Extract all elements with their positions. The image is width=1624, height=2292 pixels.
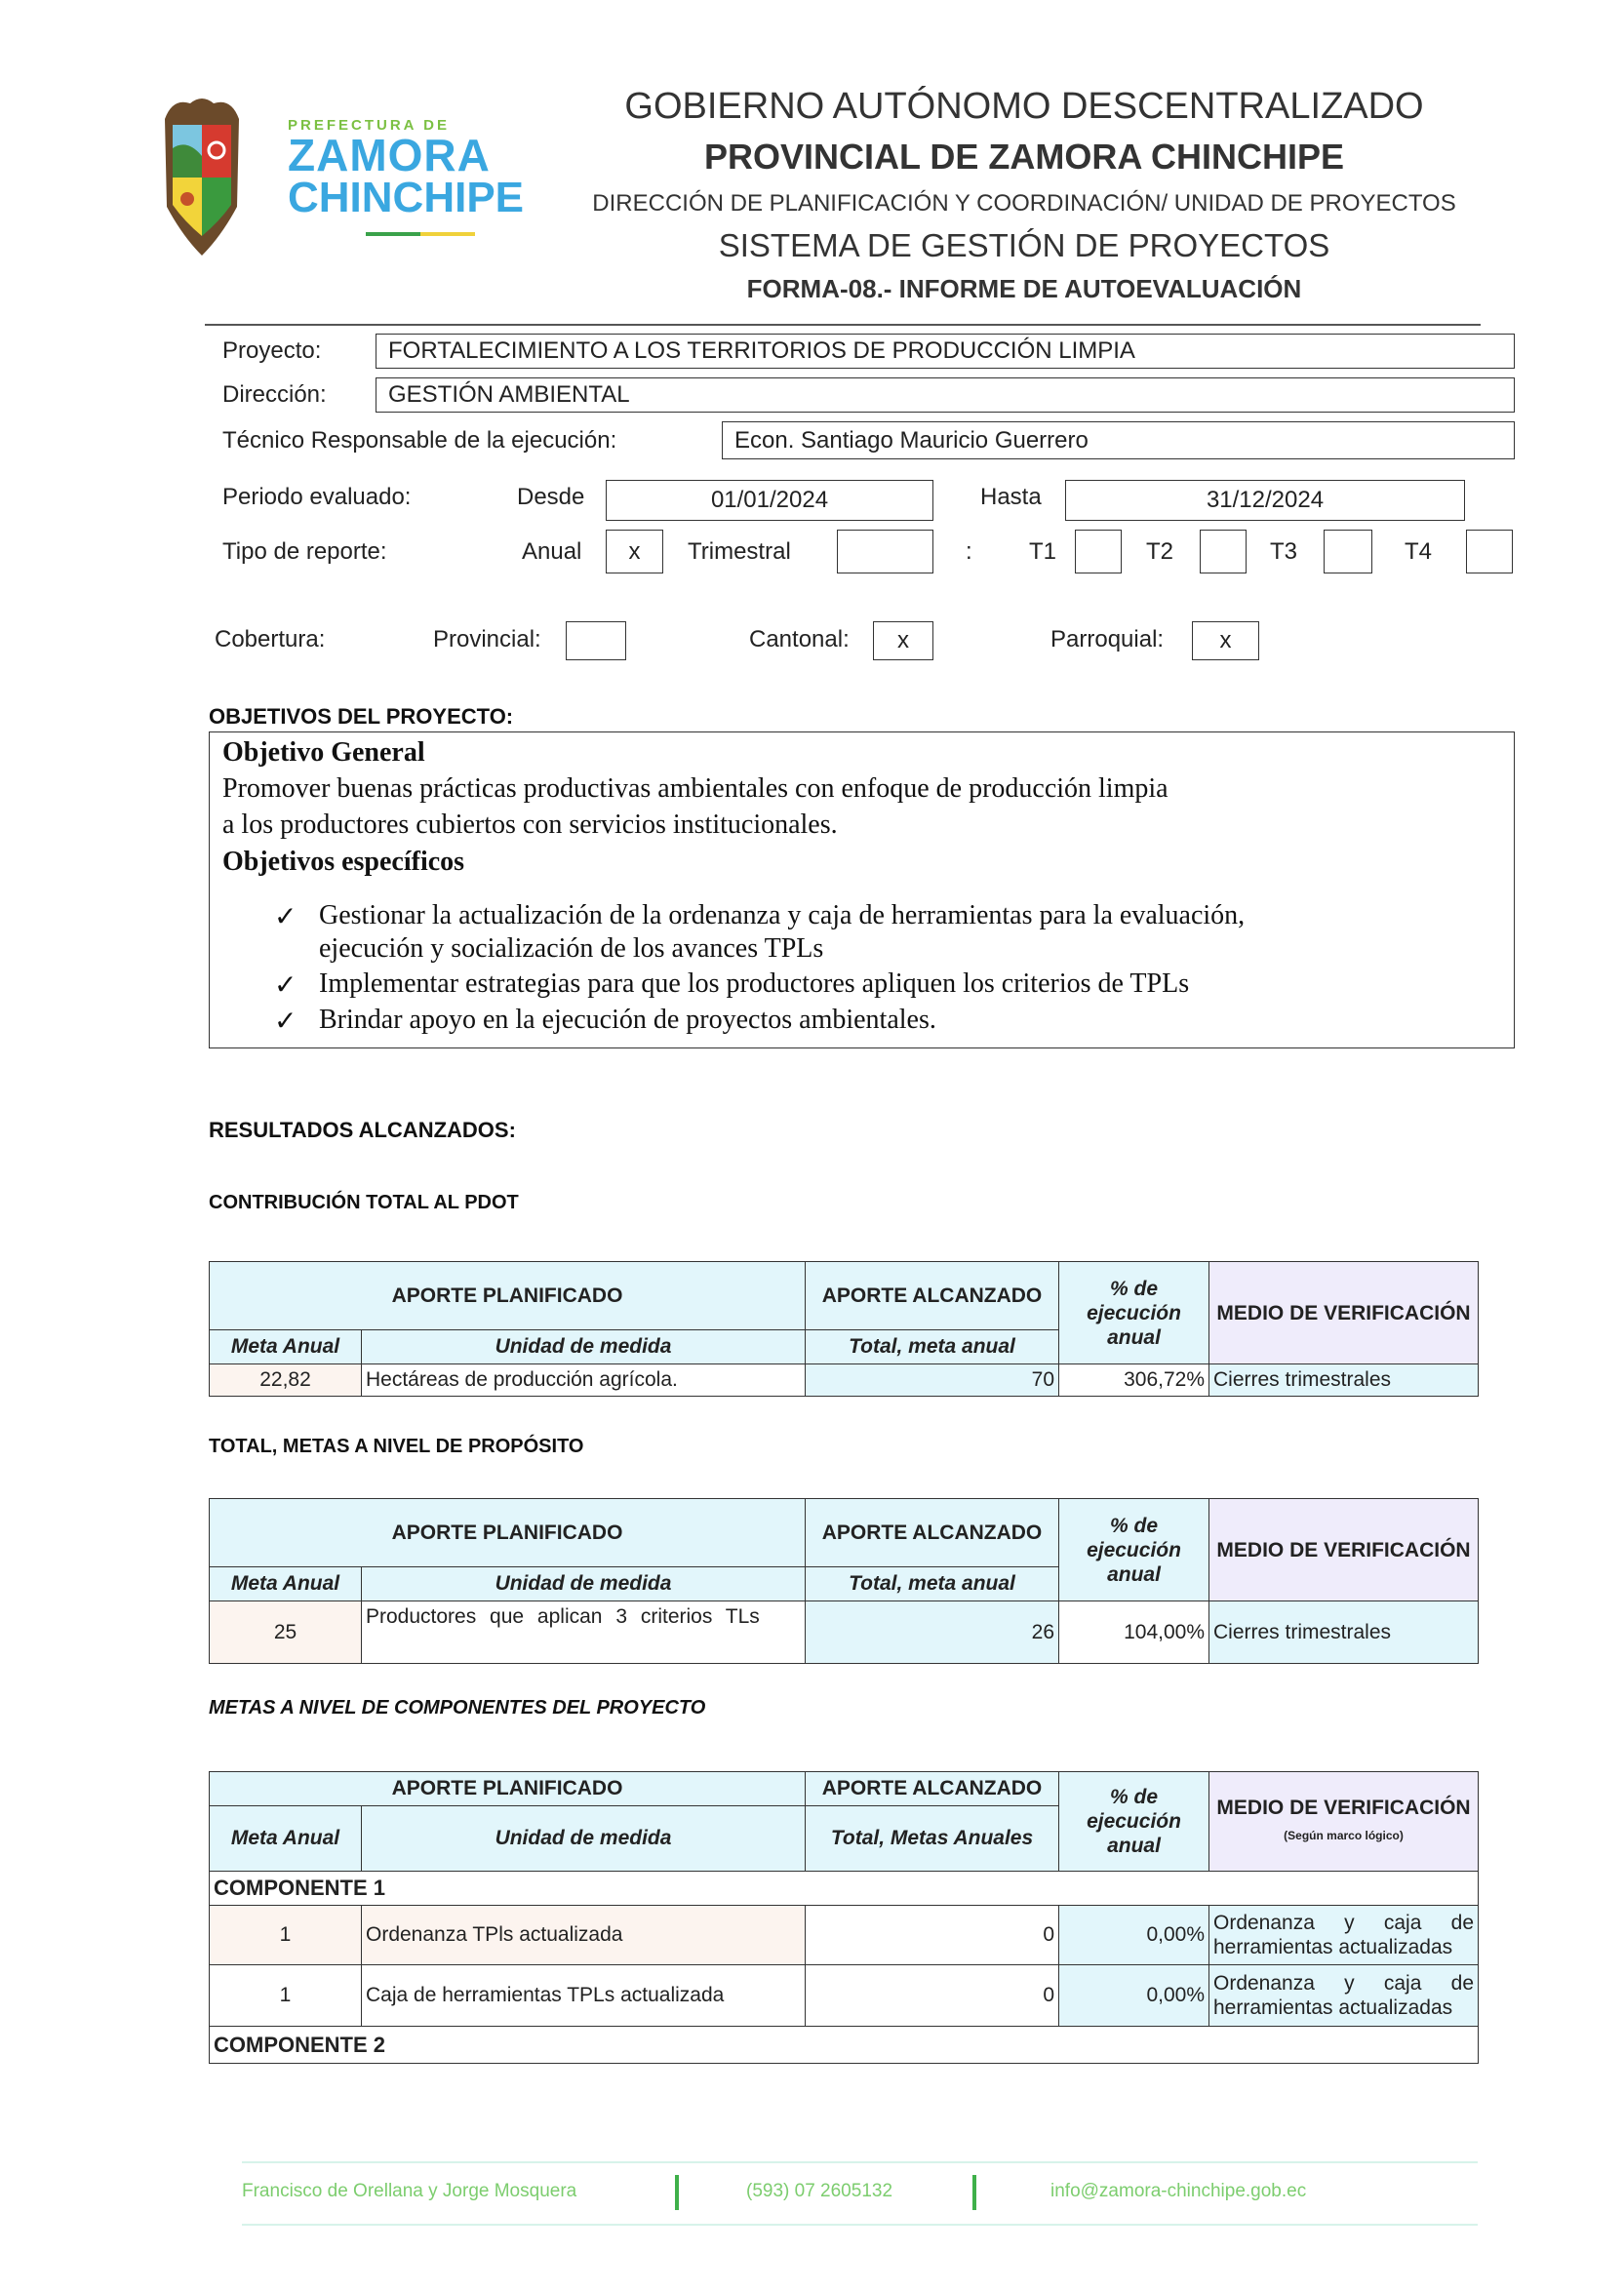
total-metas-header: Total, Metas Anuales xyxy=(806,1806,1059,1872)
proposito-heading: TOTAL, METAS A NIVEL DE PROPÓSITO xyxy=(209,1436,584,1457)
anual-label: Anual xyxy=(522,538,582,565)
t4-label: T4 xyxy=(1405,538,1433,565)
tecnico-label: Técnico Responsable de la ejecución: xyxy=(222,427,617,454)
hasta-label: Hasta xyxy=(980,484,1042,510)
total-cell: 0 xyxy=(806,1906,1059,1965)
objetivo-general-title: Objetivo General xyxy=(222,737,425,768)
trimestral-checkbox[interactable] xyxy=(837,530,933,573)
logo-text-line1: ZAMORA xyxy=(288,130,491,180)
logo-text-line2: CHINCHIPE xyxy=(288,174,525,221)
objetivos-box xyxy=(209,731,1515,1048)
meta-cell: 22,82 xyxy=(210,1364,362,1397)
pdot-table xyxy=(209,1261,1479,1397)
direccion-field[interactable]: GESTIÓN AMBIENTAL xyxy=(376,377,1515,413)
unidad-cell: Productores que aplican 3 criterios TLs xyxy=(362,1601,806,1664)
medio-cell: Cierres trimestrales xyxy=(1209,1364,1479,1397)
total-cell: 70 xyxy=(806,1364,1059,1397)
check-icon: ✓ xyxy=(274,970,297,1001)
pct-header: % de ejecución anual xyxy=(1059,1262,1209,1364)
header-line2: PROVINCIAL DE ZAMORA CHINCHIPE xyxy=(703,137,1345,177)
componentes-heading: METAS A NIVEL DE COMPONENTES DEL PROYECTO xyxy=(209,1697,706,1719)
hasta-field[interactable]: 31/12/2024 xyxy=(1065,480,1465,521)
tecnico-field[interactable]: Econ. Santiago Mauricio Guerrero xyxy=(722,421,1515,459)
tipo-label: Tipo de reporte: xyxy=(222,538,387,565)
objetivo-especifico-1-cont: ejecución y socialización de los avances TPLs xyxy=(319,933,824,964)
unidad-header: Unidad de medida xyxy=(362,1567,806,1601)
header-line4: SISTEMA DE GESTIÓN DE PROYECTOS xyxy=(718,227,1330,263)
objetivo-especifico-3: Brindar apoyo en la ejecución de proyectos ambientales. xyxy=(319,1005,936,1035)
logo-underline xyxy=(366,232,420,236)
pct-cell: 0,00% xyxy=(1059,1906,1209,1965)
pct-header: % de ejecución anual xyxy=(1059,1499,1209,1601)
footer-line-bottom xyxy=(242,2224,1478,2226)
logo-underline-yellow xyxy=(420,232,475,236)
header-line5: FORMA-08.- INFORME DE AUTOEVALUACIÓN xyxy=(746,274,1302,303)
provincial-checkbox[interactable] xyxy=(566,621,626,660)
medio-header-note: (Según marco lógico) xyxy=(1284,1828,1404,1842)
resultados-heading: RESULTADOS ALCANZADOS: xyxy=(209,1118,516,1142)
coat-of-arms-icon xyxy=(153,90,251,265)
proyecto-label: Proyecto: xyxy=(222,337,322,364)
footer-line-top xyxy=(242,2161,1478,2163)
unidad-header: Unidad de medida xyxy=(362,1330,806,1364)
proposito-table xyxy=(209,1498,1479,1664)
table-row xyxy=(210,1965,1479,2027)
pct-header: % de ejecución anual xyxy=(1059,1772,1209,1872)
aporte-planificado-header: APORTE PLANIFICADO xyxy=(210,1772,806,1806)
t3-checkbox[interactable] xyxy=(1324,530,1372,573)
proyecto-field[interactable]: FORTALECIMIENTO A LOS TERRITORIOS DE PRODUCCIÓN LIMPIA xyxy=(376,334,1515,369)
pct-cell: 306,72% xyxy=(1059,1364,1209,1397)
meta-cell: 1 xyxy=(210,1965,362,2027)
t1-checkbox[interactable] xyxy=(1075,530,1122,573)
footer-separator xyxy=(675,2175,679,2210)
componente-1-row: COMPONENTE 1 xyxy=(210,1872,1479,1906)
periodo-label: Periodo evaluado: xyxy=(222,484,412,510)
check-icon: ✓ xyxy=(274,1007,297,1037)
unidad-cell: Hectáreas de producción agrícola. xyxy=(362,1364,806,1397)
table-row xyxy=(210,1906,1479,1965)
medio-header: MEDIO DE VERIFICACIÓN xyxy=(1209,1262,1479,1364)
pdot-heading: CONTRIBUCIÓN TOTAL AL PDOT xyxy=(209,1192,519,1213)
cantonal-checkbox[interactable]: x xyxy=(873,621,933,660)
unidad-cell: Caja de herramientas TPLs actualizada xyxy=(362,1965,806,2027)
header-line1: GOBIERNO AUTÓNOMO DESCENTRALIZADO xyxy=(624,86,1424,127)
parroquial-checkbox[interactable]: x xyxy=(1192,621,1259,660)
total-cell: 0 xyxy=(806,1965,1059,2027)
total-cell: 26 xyxy=(806,1601,1059,1664)
componente-2-row: COMPONENTE 2 xyxy=(210,2027,1479,2064)
logo-small-text: PREFECTURA DE xyxy=(288,117,450,134)
colon: : xyxy=(966,538,972,565)
aporte-alcanzado-header: APORTE ALCANZADO xyxy=(806,1499,1059,1567)
total-meta-header: Total, meta anual xyxy=(806,1567,1059,1601)
cantonal-label: Cantonal: xyxy=(749,626,850,652)
unidad-cell: Ordenanza TPls actualizada xyxy=(362,1906,806,1965)
footer-email: info@zamora-chinchipe.gob.ec xyxy=(1050,2181,1307,2201)
aporte-alcanzado-header: APORTE ALCANZADO xyxy=(806,1262,1059,1330)
aporte-alcanzado-header: APORTE ALCANZADO xyxy=(806,1772,1059,1806)
meta-cell: 25 xyxy=(210,1601,362,1664)
check-icon: ✓ xyxy=(274,902,297,932)
parroquial-label: Parroquial: xyxy=(1050,626,1165,652)
aporte-planificado-header: APORTE PLANIFICADO xyxy=(210,1262,806,1330)
medio-header-text: MEDIO DE VERIFICACIÓN xyxy=(1216,1796,1471,1819)
desde-label: Desde xyxy=(517,484,585,510)
header-line3: DIRECCIÓN DE PLANIFICACIÓN Y COORDINACIÓN/ UNIDAD DE PROYECTOS xyxy=(592,190,1456,217)
footer-address: Francisco de Orellana y Jorge Mosquera xyxy=(242,2181,577,2201)
unidad-header: Unidad de medida xyxy=(362,1806,806,1872)
objetivo-especifico-1: Gestionar la actualización de la ordenanza y caja de herramientas para la evaluación, xyxy=(319,900,1246,930)
pct-cell: 104,00% xyxy=(1059,1601,1209,1664)
total-meta-header: Total, meta anual xyxy=(806,1330,1059,1364)
footer-phone: (593) 07 2605132 xyxy=(746,2181,893,2201)
meta-anual-header: Meta Anual xyxy=(210,1806,362,1872)
objetivo-general-line2: a los productores cubiertos con servicios institucionales. xyxy=(222,810,838,840)
meta-cell: 1 xyxy=(210,1906,362,1965)
medio-header: MEDIO DE VERIFICACIÓN xyxy=(1209,1499,1479,1601)
objetivos-heading: OBJETIVOS DEL PROYECTO: xyxy=(209,704,514,729)
meta-anual-header: Meta Anual xyxy=(210,1330,362,1364)
t2-checkbox[interactable] xyxy=(1200,530,1247,573)
objetivo-especifico-2: Implementar estrategias para que los productores apliquen los criterios de TPLs xyxy=(319,968,1190,999)
t1-label: T1 xyxy=(1029,538,1057,565)
t2-label: T2 xyxy=(1146,538,1174,565)
t4-checkbox[interactable] xyxy=(1466,530,1513,573)
medio-header xyxy=(1209,1772,1479,1872)
provincial-label: Provincial: xyxy=(433,626,541,652)
medio-cell: Cierres trimestrales xyxy=(1209,1601,1479,1664)
prefectura-logo xyxy=(153,90,524,265)
direccion-label: Dirección: xyxy=(222,381,327,408)
componentes-table xyxy=(209,1771,1479,2064)
footer-separator xyxy=(972,2175,976,2210)
t3-label: T3 xyxy=(1270,538,1298,565)
trimestral-label: Trimestral xyxy=(688,538,791,565)
desde-field[interactable]: 01/01/2024 xyxy=(606,480,933,521)
medio-cell: Ordenanza y caja de herramientas actualizadas xyxy=(1209,1906,1479,1965)
anual-checkbox[interactable]: x xyxy=(606,530,663,573)
header-divider xyxy=(205,324,1481,326)
cobertura-label: Cobertura: xyxy=(215,626,326,652)
objetivo-general-line1: Promover buenas prácticas productivas ambientales con enfoque de producción limpia xyxy=(222,773,1168,804)
pct-cell: 0,00% xyxy=(1059,1965,1209,2027)
objetivos-especificos-title: Objetivos específicos xyxy=(222,847,465,877)
meta-anual-header: Meta Anual xyxy=(210,1567,362,1601)
table-row xyxy=(210,1364,1479,1397)
table-row xyxy=(210,1601,1479,1664)
aporte-planificado-header: APORTE PLANIFICADO xyxy=(210,1499,806,1567)
medio-cell: Ordenanza y caja de herramientas actualizadas xyxy=(1209,1965,1479,2027)
